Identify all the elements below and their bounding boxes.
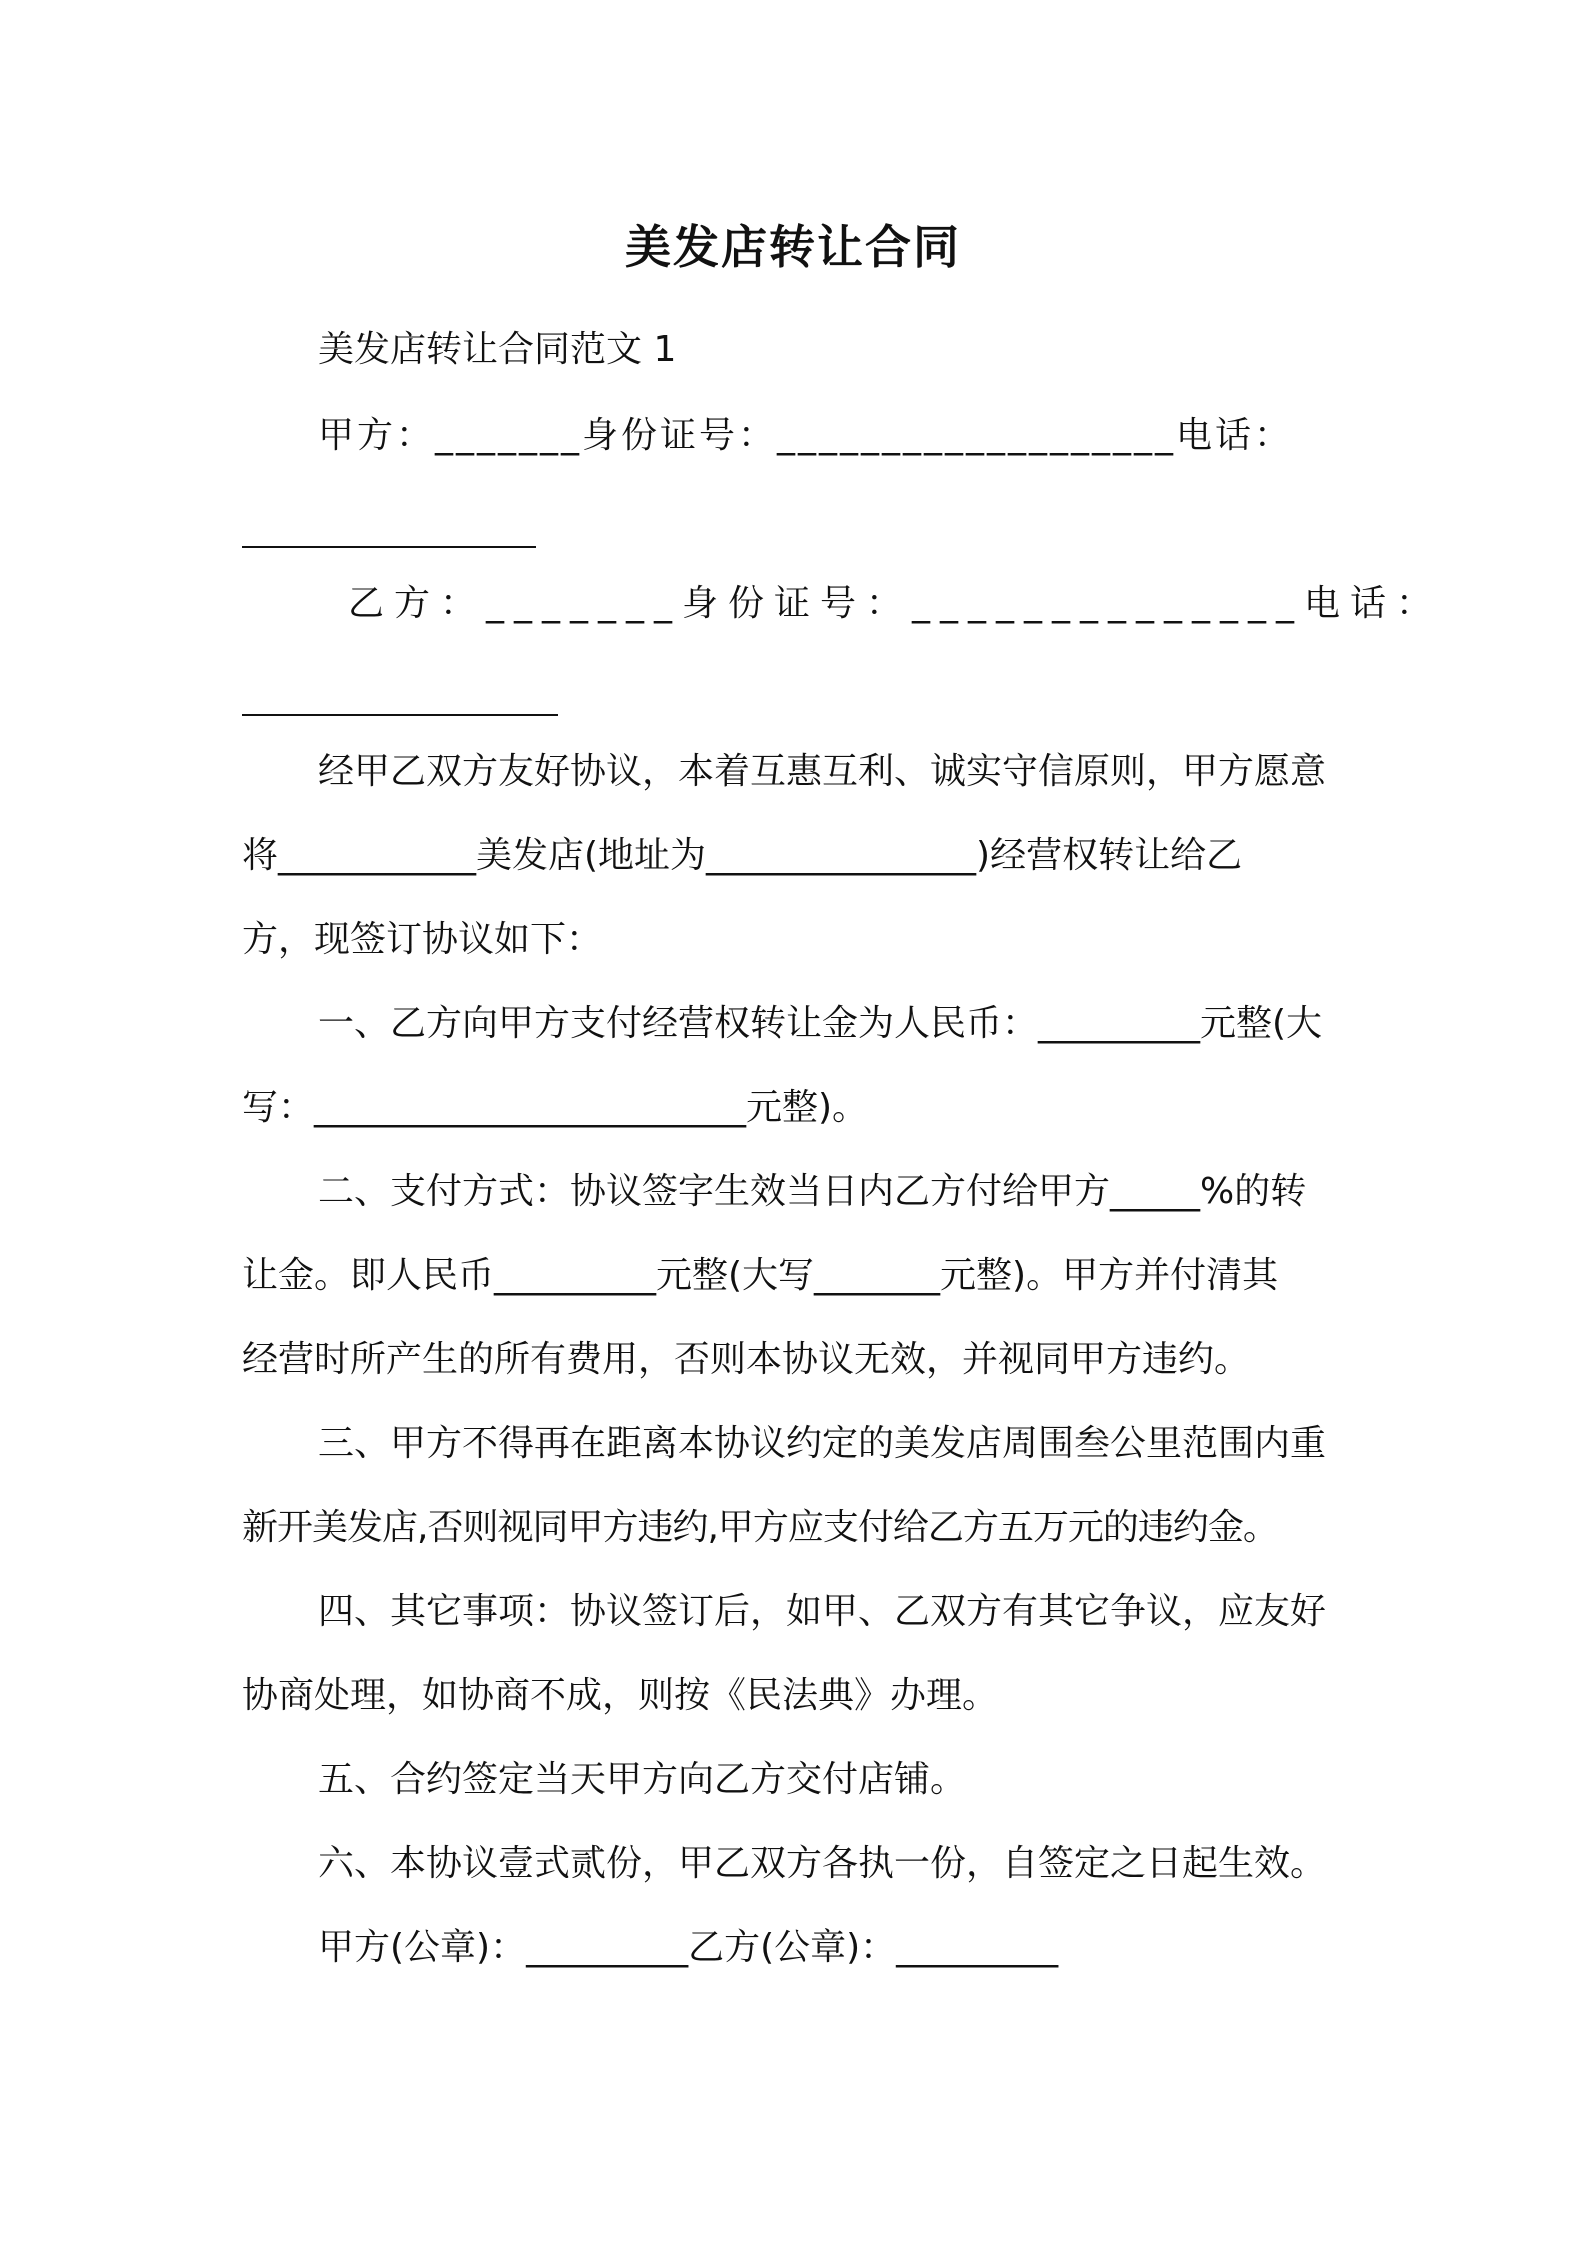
party-a-line: 甲方：_______身份证号：___________________电话： bbox=[318, 415, 1294, 456]
para5-line2: 协商处理，如协商不成，则按《民法典》办理。 bbox=[242, 1675, 999, 1716]
signature-line: 甲方(公章)：_________乙方(公章)：_________ bbox=[318, 1927, 1059, 1968]
para3-line3: 经营时所产生的所有费用，否则本协议无效，并视同甲方违约。 bbox=[242, 1339, 1251, 1380]
para4-line2: 新开美发店,否则视同甲方违约,甲方应支付给乙方五万元的违约金。 bbox=[242, 1507, 1278, 1548]
para3-line1: 二、支付方式：协议签字生效当日内乙方付给甲方_____%的转 bbox=[318, 1171, 1307, 1212]
para2-line1: 一、乙方向甲方支付经营权转让金为人民币：_________元整(大 bbox=[318, 1003, 1323, 1044]
party-a-phone-blank bbox=[242, 546, 536, 548]
para6: 五、合约签定当天甲方向乙方交付店铺。 bbox=[318, 1759, 967, 1800]
para1-line3: 方，现签订协议如下： bbox=[242, 919, 603, 960]
para4-line1: 三、甲方不得再在距离本协议约定的美发店周围叁公里范围内重 bbox=[318, 1423, 1327, 1464]
para7: 六、本协议壹式贰份，甲乙双方各执一份，自签定之日起生效。 bbox=[318, 1843, 1327, 1884]
para3-line2: 让金。即人民币_________元整(大写_______元整)。甲方并付清其 bbox=[242, 1255, 1279, 1296]
party-b-phone-blank bbox=[242, 714, 558, 716]
para1-line1: 经甲乙双方友好协议，本着互惠互利、诚实守信原则，甲方愿意 bbox=[318, 751, 1327, 792]
para1-line2: 将___________美发店(地址为_______________)经营权转让给乙 bbox=[242, 835, 1243, 876]
document-title: 美发店转让合同 bbox=[625, 220, 961, 274]
document-subtitle: 美发店转让合同范文 1 bbox=[318, 329, 677, 370]
para5-line1: 四、其它事项：协议签订后，如甲、乙双方有其它争议，应友好 bbox=[318, 1591, 1327, 1632]
party-b-line: 乙方：_______身份证号：______________电话： bbox=[348, 583, 1443, 624]
para2-line2: 写：________________________元整)。 bbox=[242, 1087, 869, 1128]
